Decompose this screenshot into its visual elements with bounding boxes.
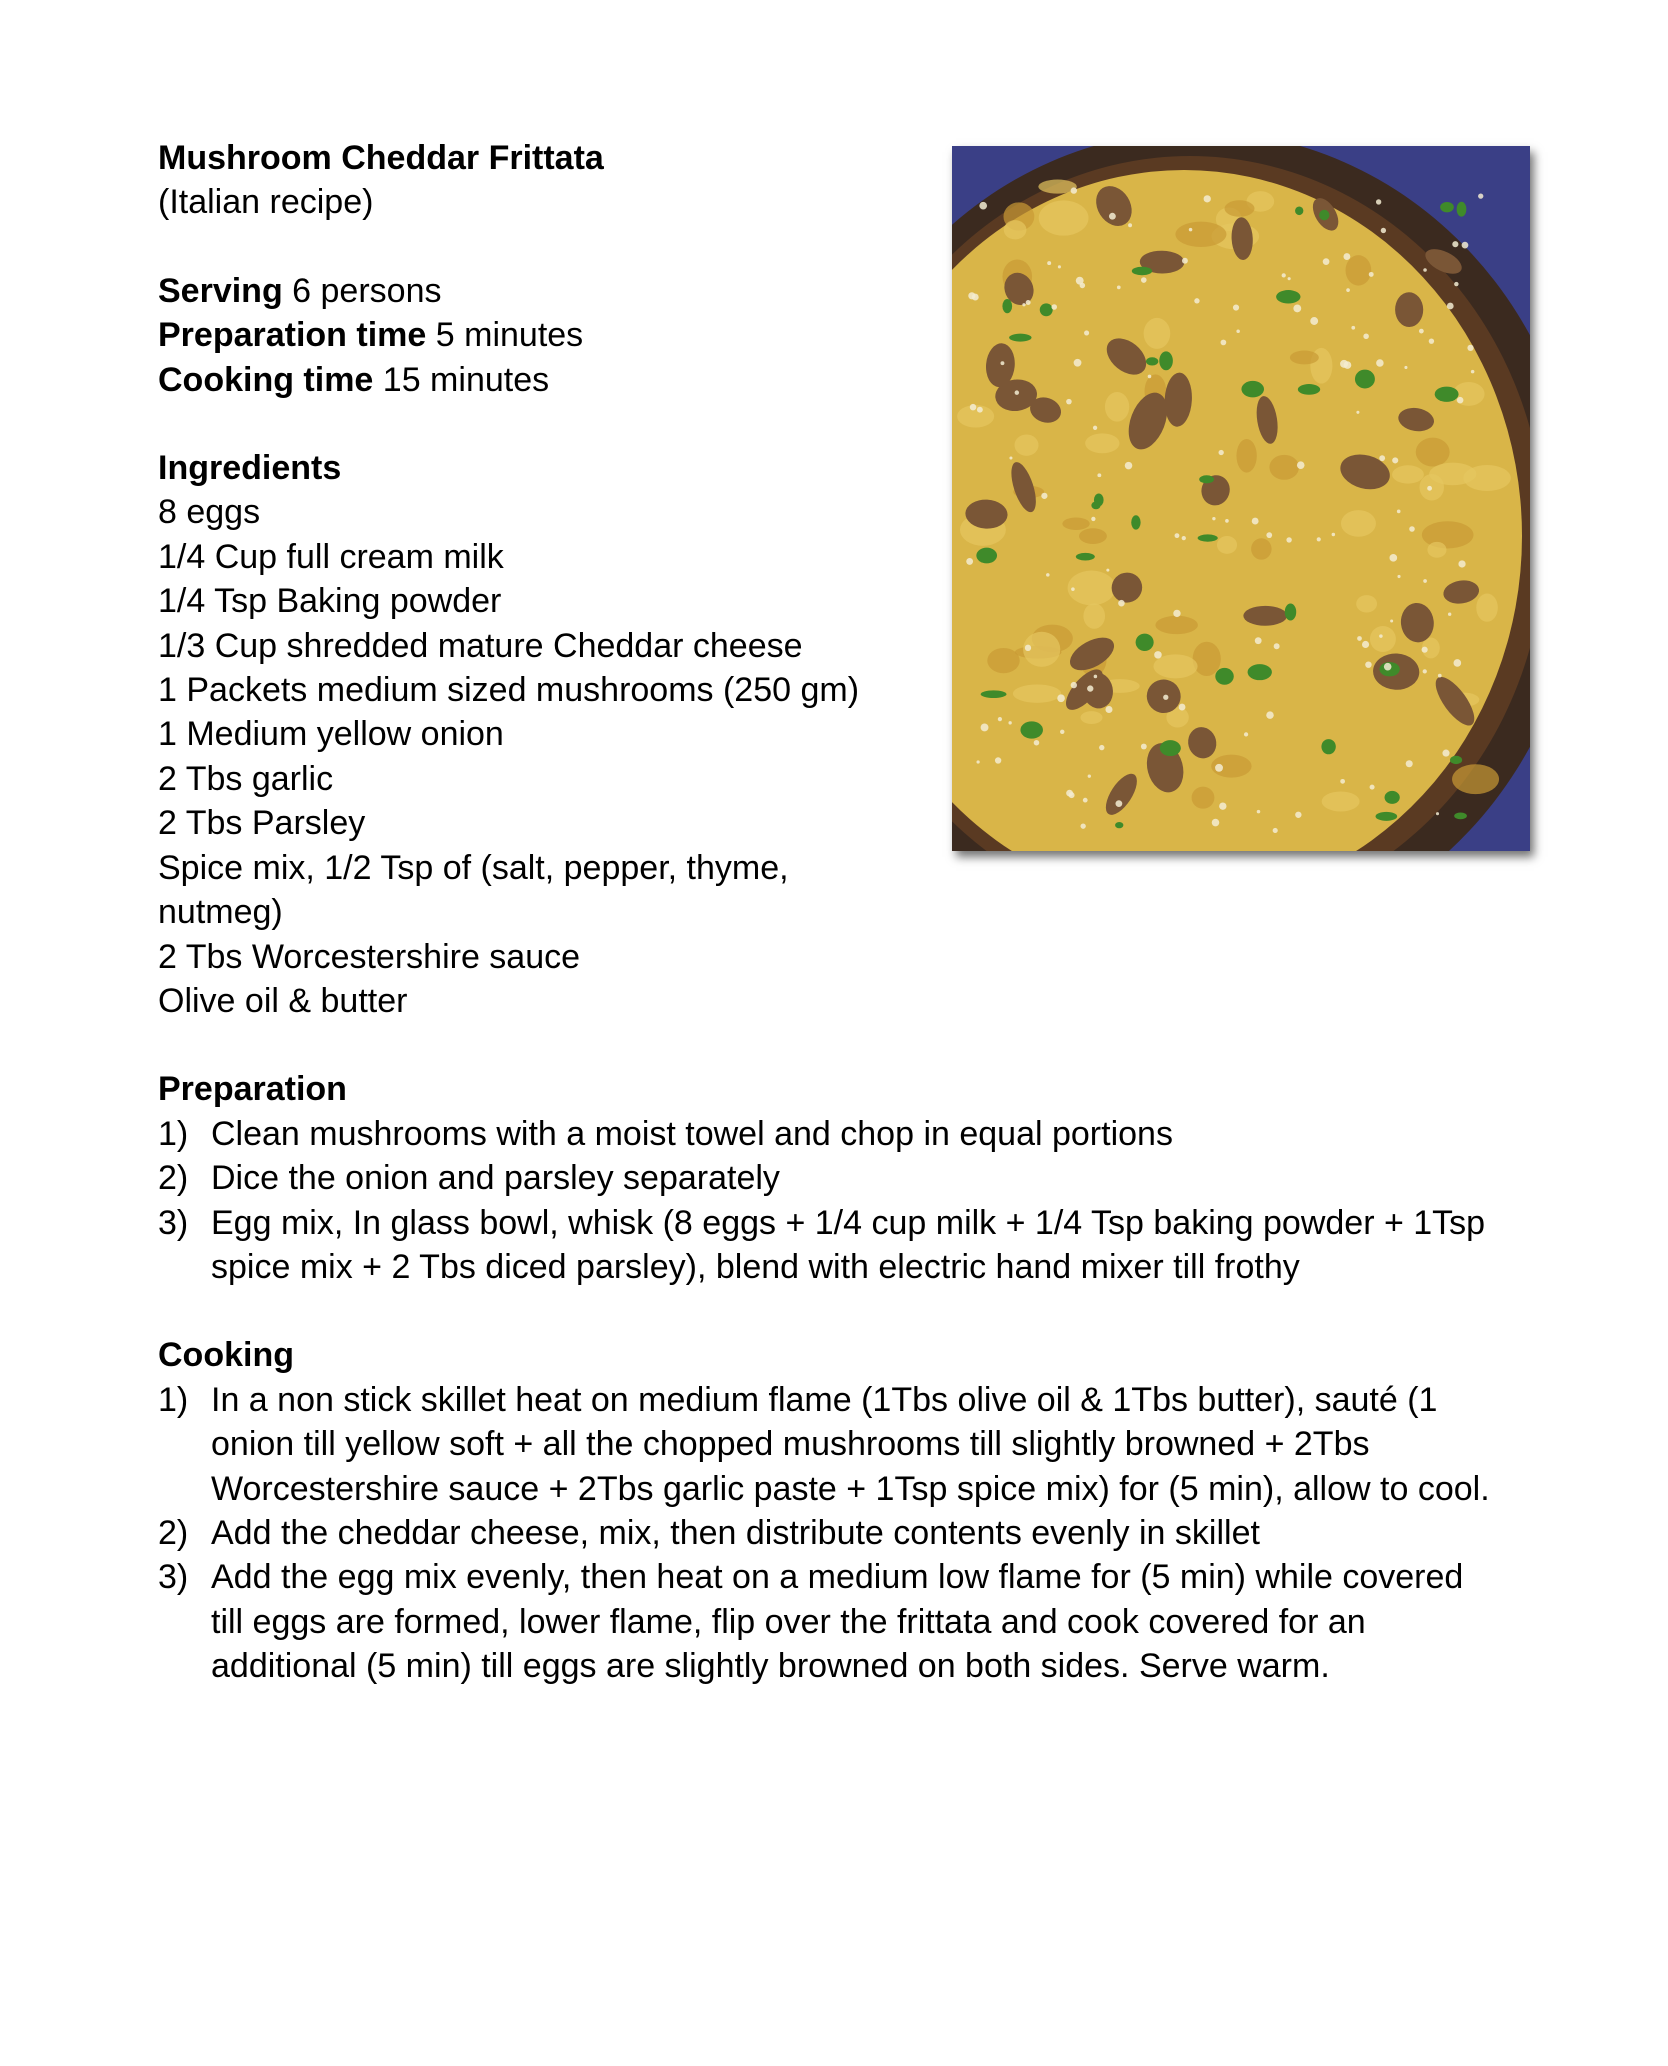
parsley-fleck — [1248, 664, 1272, 680]
prep-time-value: 5 minutes — [435, 316, 584, 355]
cheese-shred — [1392, 457, 1398, 463]
cooking-steps — [158, 1378, 1498, 1689]
ingredient-item: 1/4 Cup full cream milk — [158, 537, 504, 576]
cheese-shred — [1293, 305, 1301, 313]
cheese-shred — [966, 558, 973, 565]
parsley-fleck — [1198, 534, 1218, 541]
cheese-shred — [1376, 199, 1381, 204]
parsley-fleck — [1355, 370, 1375, 389]
cheese-shred — [1381, 228, 1386, 233]
cheese-shred — [1452, 241, 1458, 247]
cheese-shred — [1274, 643, 1280, 649]
egg-texture — [987, 648, 1019, 673]
cheese-shred — [1115, 800, 1122, 807]
cheese-shred — [977, 407, 983, 413]
cheese-shred — [1266, 532, 1272, 538]
cheese-shred — [1093, 426, 1097, 430]
ingredient-item: Olive oil & butter — [158, 981, 408, 1020]
cheese-shred — [1471, 370, 1475, 374]
cheese-shred — [1323, 258, 1330, 265]
ingredient-item: 2 Tbs Parsley — [158, 804, 366, 843]
cheese-shred — [1384, 663, 1392, 671]
egg-texture — [1392, 465, 1424, 483]
parsley-fleck — [1146, 357, 1158, 365]
parsley-fleck — [1454, 812, 1467, 819]
parsley-fleck — [1285, 604, 1296, 621]
parsley-fleck — [1076, 553, 1095, 561]
egg-texture — [1175, 222, 1226, 247]
cheese-shred — [1128, 223, 1132, 227]
cheese-shred — [1427, 486, 1432, 491]
cheese-shred — [1454, 659, 1462, 667]
cheese-shred — [1462, 242, 1469, 249]
parsley-fleck — [1241, 381, 1264, 398]
ingredient-item: 1/3 Cup shredded mature Cheddar cheese — [158, 626, 803, 665]
preparation-step — [158, 1201, 1498, 1290]
parsley-fleck — [976, 548, 997, 564]
cheese-shred — [1458, 560, 1465, 567]
parsley-fleck — [1199, 475, 1214, 483]
parsley-fleck — [1160, 740, 1181, 756]
cheese-shred — [1046, 573, 1050, 577]
cheese-shred — [1282, 273, 1286, 277]
step-text: In a non stick skillet heat on medium flame (1Tbs olive oil & 1Tbs butter), sauté (1 onion till yellow soft + all the chopped mushrooms till slightly browned + 2Tbs Worcestershire sauce + 2Tbs garlic paste + 1Tsp spice mix) for (5 min), allow to cool. — [211, 1380, 1490, 1508]
egg-texture — [1085, 433, 1119, 453]
cheese-shred — [1125, 462, 1133, 470]
cheese-shred — [1189, 228, 1193, 232]
cheese-shred — [1204, 195, 1211, 202]
egg-texture — [1105, 392, 1129, 422]
cheese-shred — [1071, 187, 1077, 193]
cooking-step — [158, 1555, 1498, 1688]
cheese-shred — [1454, 282, 1458, 286]
cheese-shred — [1215, 764, 1223, 772]
cheese-shred — [976, 760, 979, 763]
cheese-shred — [1008, 721, 1011, 724]
cheese-shred — [1219, 802, 1226, 809]
ingredients-heading: Ingredients — [158, 449, 342, 488]
cheese-shred — [1369, 272, 1374, 277]
cheese-shred — [1356, 411, 1359, 414]
egg-texture — [1079, 528, 1107, 544]
cheese-shred — [1154, 651, 1162, 659]
cheese-shred — [1423, 669, 1427, 673]
parsley-fleck — [1457, 202, 1467, 217]
cheese-shred — [1051, 304, 1057, 310]
egg-texture — [1370, 626, 1396, 652]
cheese-shred — [1022, 303, 1025, 306]
cheese-shred — [1340, 360, 1348, 368]
egg-texture — [1269, 455, 1299, 480]
cheese-shred — [1088, 774, 1091, 777]
cheese-shred — [1066, 399, 1072, 405]
step-text: Dice the onion and parsley separately — [211, 1159, 780, 1198]
cheese-shred — [1351, 326, 1355, 330]
step-number: 1) — [158, 1114, 189, 1153]
cheese-shred — [1255, 637, 1262, 644]
cheese-shred — [1225, 519, 1229, 523]
parsley-fleck — [1131, 515, 1140, 529]
cheese-shred — [1163, 695, 1168, 700]
ingredient-item: 2 Tbs Worcestershire sauce — [158, 937, 581, 976]
cheese-shred — [1376, 359, 1384, 367]
egg-texture — [1225, 200, 1255, 216]
egg-texture — [1217, 536, 1237, 554]
cheese-shred — [1047, 261, 1051, 265]
cheese-shred — [1148, 375, 1152, 379]
cheese-shred — [1141, 744, 1147, 750]
cheese-shred — [1057, 694, 1065, 702]
cheese-shred — [1060, 730, 1064, 734]
egg-texture — [1192, 787, 1215, 809]
cheese-shred — [1015, 390, 1019, 394]
step-text: Add the cheddar cheese, mix, then distribute contents evenly in skillet — [211, 1513, 1260, 1552]
cheese-shred — [1379, 455, 1385, 461]
ingredient-item: 1 Packets medium sized mushrooms (250 gm) — [158, 671, 860, 710]
cheese-shred — [1332, 533, 1335, 536]
cheese-shred — [1467, 345, 1473, 351]
parsley-fleck — [981, 690, 1007, 698]
cheese-shred — [1448, 613, 1451, 616]
step-text: Egg mix, In glass bowl, whisk (8 eggs + 1/4 cup milk + 1/4 Tsp baking powder + 1Tsp spice mix + 2 Tbs diced parsley), blend with electric hand mixer till frothy — [211, 1203, 1486, 1286]
cheese-shred — [1346, 288, 1350, 292]
parsley-fleck — [1009, 334, 1031, 342]
parsley-fleck — [1159, 351, 1173, 370]
cheese-shred — [1266, 711, 1274, 719]
cheese-shred — [1236, 330, 1240, 334]
cheese-shred — [1071, 587, 1075, 591]
cheese-shred — [1423, 268, 1427, 272]
parsley-fleck — [1132, 267, 1152, 275]
frittata-illustration — [952, 146, 1530, 851]
step-number: 2) — [158, 1159, 189, 1198]
parsley-fleck — [1385, 791, 1400, 804]
parsley-fleck — [1091, 502, 1100, 510]
parsley-fleck — [1215, 668, 1233, 685]
cheese-shred — [1370, 785, 1375, 790]
cheese-shred — [1404, 366, 1407, 369]
cheese-shred — [1233, 304, 1239, 310]
parsley-fleck — [1115, 822, 1123, 828]
ingredient-item: 8 eggs — [158, 493, 261, 532]
cheese-shred — [1106, 569, 1109, 572]
egg-texture — [1427, 542, 1446, 558]
cheese-shred — [1212, 819, 1220, 827]
egg-texture — [1080, 711, 1102, 724]
egg-texture — [1452, 764, 1499, 794]
egg-texture — [1153, 654, 1197, 678]
cheese-shred — [1074, 359, 1082, 367]
cheese-shred — [1310, 317, 1318, 325]
preparation-step — [158, 1112, 1498, 1156]
parsley-fleck — [1020, 721, 1043, 738]
preparation-step — [158, 1156, 1498, 1200]
egg-texture — [1013, 684, 1061, 702]
serving-value: 6 persons — [292, 271, 442, 310]
egg-texture — [1416, 438, 1450, 467]
cheese-shred — [1087, 685, 1093, 691]
egg-texture — [1290, 351, 1319, 365]
cheese-shred — [1182, 536, 1186, 540]
cheese-shred — [981, 724, 989, 732]
cheese-shred — [1071, 682, 1077, 688]
parsley-fleck — [1295, 207, 1303, 216]
cheese-shred — [1221, 340, 1227, 346]
cheese-shred — [1438, 674, 1442, 678]
recipe-title: Mushroom Cheddar Frittata — [158, 139, 604, 177]
egg-texture — [1155, 616, 1198, 634]
parsley-fleck — [1440, 202, 1454, 212]
cheese-shred — [1244, 732, 1248, 736]
cheese-shred — [1069, 792, 1075, 798]
egg-texture — [1251, 538, 1271, 559]
cheese-shred — [1109, 213, 1116, 220]
cheese-shred — [1436, 812, 1439, 815]
cheese-shred — [1257, 810, 1261, 814]
parsley-fleck — [1321, 739, 1335, 754]
preparation-steps — [158, 1112, 1498, 1290]
cooking-heading: Cooking — [158, 1336, 294, 1375]
serving-label: Serving — [158, 271, 283, 310]
egg-texture — [1322, 791, 1360, 811]
cheese-shred — [1080, 283, 1086, 289]
cheese-shred — [1141, 277, 1147, 283]
cheese-shred — [1397, 510, 1401, 514]
cheese-shred — [1363, 334, 1369, 340]
cheese-shred — [1212, 517, 1215, 520]
cheese-shred — [1118, 600, 1125, 607]
cheese-shred — [1000, 361, 1004, 365]
cheese-shred — [1026, 300, 1031, 305]
ingredient-item: 1 Medium yellow onion — [158, 715, 504, 754]
parsley-fleck — [1376, 812, 1398, 821]
step-text: Add the egg mix evenly, then heat on a medium low flame for (5 min) while covered till eggs are formed, lower flame, flip over the frittata and cook covered for an additional (5 min) till eggs are slightly browned on both sides. Serve warm. — [211, 1558, 1464, 1686]
cheese-shred — [1297, 461, 1305, 469]
cheese-shred — [1091, 517, 1095, 521]
egg-texture — [1039, 200, 1089, 235]
egg-texture — [1346, 255, 1372, 285]
cheese-shred — [1362, 641, 1369, 648]
egg-texture — [1236, 439, 1256, 473]
cheese-shred — [1389, 554, 1397, 562]
parsley-fleck — [1298, 384, 1320, 395]
cheese-shred — [970, 404, 976, 410]
cheese-shred — [1317, 537, 1321, 541]
cheese-shred — [1478, 194, 1483, 199]
cheese-shred — [1099, 745, 1104, 750]
egg-texture — [1004, 220, 1027, 239]
cheese-shred — [1009, 457, 1012, 460]
cheese-shred — [1252, 518, 1259, 525]
egg-texture — [1083, 603, 1105, 628]
cheese-shred — [1097, 473, 1101, 477]
cheese-shred — [1175, 533, 1180, 538]
cook-time-value: 15 minutes — [382, 360, 550, 399]
cheese-shred — [1390, 619, 1393, 622]
cheese-shred — [979, 202, 987, 210]
egg-texture — [1476, 594, 1498, 622]
ingredients-list — [158, 490, 898, 1023]
cheese-shred — [1442, 750, 1449, 757]
frittata-photo — [952, 146, 1530, 851]
cheese-shred — [1173, 610, 1180, 617]
cheese-shred — [1295, 812, 1301, 818]
step-number: 3) — [158, 1203, 189, 1242]
cheese-shred — [1105, 706, 1112, 713]
parsley-fleck — [1040, 303, 1053, 316]
cheese-shred — [1083, 798, 1088, 803]
cheese-shred — [1034, 740, 1040, 746]
mushroom-slice — [1243, 606, 1287, 626]
egg-texture — [1062, 517, 1089, 530]
cheese-shred — [998, 717, 1002, 721]
cheese-shred — [1397, 575, 1400, 578]
egg-texture — [1341, 510, 1376, 537]
cheese-shred — [1406, 760, 1413, 767]
cook-time-label: Cooking time — [158, 360, 374, 399]
cooking-step — [158, 1511, 1498, 1555]
recipe-subtitle: (Italian recipe) — [158, 183, 374, 222]
parsley-fleck — [1450, 756, 1462, 764]
cheese-shred — [1288, 277, 1291, 280]
egg-texture — [1068, 571, 1116, 606]
prep-time-label: Preparation time — [158, 316, 427, 355]
cheese-shred — [1357, 636, 1362, 641]
ingredient-item: 1/4 Tsp Baking powder — [158, 582, 502, 621]
cheese-shred — [1273, 828, 1278, 833]
step-number: 3) — [158, 1558, 189, 1597]
cheese-shred — [1117, 286, 1121, 290]
step-number: 2) — [158, 1513, 189, 1552]
cheese-shred — [968, 292, 975, 299]
cheese-shred — [1457, 397, 1464, 404]
cheese-shred — [1182, 258, 1188, 264]
egg-texture — [1193, 642, 1221, 676]
cheese-shred — [1179, 704, 1186, 711]
egg-texture — [1429, 463, 1476, 486]
cheese-shred — [1286, 537, 1291, 542]
cheese-shred — [1343, 253, 1350, 260]
ingredient-item: 2 Tbs garlic — [158, 759, 334, 798]
cheese-shred — [1094, 675, 1098, 679]
cheese-shred — [1419, 329, 1424, 334]
parsley-fleck — [1276, 290, 1300, 303]
egg-texture — [1144, 318, 1171, 349]
cheese-shred — [1084, 330, 1089, 335]
cheese-shred — [1058, 265, 1061, 268]
cheese-shred — [995, 757, 1001, 763]
parsley-fleck — [1435, 387, 1459, 402]
egg-texture — [1422, 521, 1474, 548]
ingredient-item: Spice mix, 1/2 Tsp of (salt, pepper, thyme, nutmeg) — [158, 848, 789, 932]
preparation-heading: Preparation — [158, 1070, 347, 1109]
cooking-step — [158, 1378, 1498, 1511]
cheese-shred — [1379, 634, 1382, 637]
cheese-shred — [1080, 823, 1085, 828]
egg-texture — [1015, 434, 1039, 455]
cheese-shred — [1025, 645, 1031, 651]
egg-texture — [1356, 595, 1377, 612]
cheese-shred — [1409, 526, 1415, 532]
cheese-shred — [1194, 298, 1199, 303]
cheese-shred — [1423, 579, 1427, 583]
step-text: Clean mushrooms with a moist towel and chop in equal portions — [211, 1114, 1173, 1153]
cheese-shred — [1447, 303, 1454, 310]
parsley-fleck — [1002, 299, 1012, 313]
cheese-shred — [1218, 450, 1223, 455]
cheese-shred — [1365, 661, 1371, 667]
cheese-shred — [1429, 338, 1434, 343]
parsley-fleck — [1136, 634, 1154, 651]
cheese-shred — [1340, 779, 1345, 784]
step-number: 1) — [158, 1380, 189, 1419]
cheese-shred — [1041, 493, 1047, 499]
parsley-fleck — [1319, 210, 1329, 221]
cheese-shred — [1422, 647, 1428, 653]
